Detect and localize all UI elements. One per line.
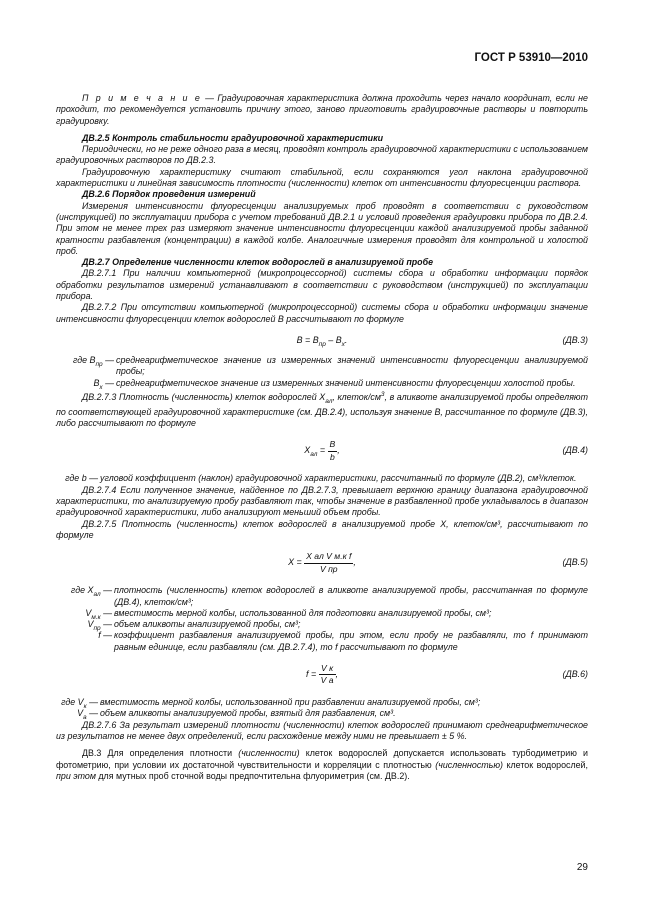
page-number: 29	[576, 862, 588, 873]
definition-item: f — коэффициент разбавления анализируемой пробы, при этом, если пробу не разбавляли, то f принимают равным единице, если разбавляли (см. ДВ.2.7.4), то f рассчитывают по формуле	[98, 630, 588, 652]
paragraph: ДВ.2.7.4 Если полученное значение, найденное по ДВ.2.7.3, превышает верхнюю границу диапазона градуировочной характеристики, то анализируемую пробу разбавляют так, чтобы значение в разбавленной пробе укладывалось в диапазон градуировочной характеристики, либо анализируют меньший объем пробы.	[56, 484, 588, 518]
formula-number: (ДВ.6)	[562, 669, 588, 680]
paragraph: ДВ.2.7.6 За результат измерений плотности (численности) клеток водорослей принимают среднеарифметическое из результатов не менее двух определений, если расхождение между ними не превышает ± 5 %.	[56, 719, 588, 741]
note-label: П р и м е ч а н и е	[82, 93, 202, 103]
paragraph: Периодически, но не реже одного раза в месяц, проводят контроль градуировочной характеристики с использованием градуировочных растворов по ДВ.2.3.	[56, 144, 588, 166]
formula-dv3	[56, 331, 588, 351]
definition-item: $B_х$ — среднеарифметическое значение из измеренных значений интенсивности флуоресценции холостой пробы.	[93, 377, 576, 391]
definition-item: $V_{пр}$ — объем аликвоты анализируемой пробы, см³;	[87, 619, 301, 632]
definition-item: где $X_{ал}$ — плотность (численность) клеток водорослей в аликвоте анализируемой пробы, рассчитанная по формуле (ДВ.4), клеток/см³;	[70, 585, 588, 607]
note-text: — Градуировочная характеристика должна проходить через начало координат, если не проходит, то рекомендуется установить причину этого, заново приготовить градуировочные растворы и повторить градуировку.	[56, 93, 588, 126]
paragraph: ДВ.2.7.3 Плотность (численность) клеток водорослей $X_{ал}$, клеток/$см^3$, в аликвоте анализируемой пробы определяют по соответствующей градуировочной характеристике (см. ДВ.2.4), используя значение В, рассчитанное по формуле (ДВ.3), либо рассчитывают по формуле	[56, 390, 588, 429]
standard-header: ГОСТ Р 53910—2010	[474, 52, 588, 64]
definition-item: $V_а$ — объем аликвоты анализируемой пробы, взятый для разбавления, см³.	[77, 708, 396, 722]
paragraph: Градуировочную характеристику считают стабильной, если сохраняются угол наклона градуировочной характеристики и линейная зависимость плотности (численности) клеток от интенсивности флуоресценции раствора.	[56, 166, 588, 189]
paragraph-dv3: ДВ.3 Для определения плотности (численности) клеток водорослей допускается использовать турбодиметрию и фотометрию, при условии их достаточной чувствительности и корреляции с плотностью (численностью) клеток водорослей, при этом для мутных проб сточной воды предпочтительна флуориметрия (см. ДВ.2).	[56, 748, 588, 781]
formula-expression: $B = B_{пр} - B_х$.	[296, 334, 348, 348]
formula-expression: f = $\frac{\text{V к}}{\text{V а}}$ ,	[306, 663, 338, 686]
definition-item: где b — угловой коэффициент (наклон) градуировочной характеристики, рассчитанный по формуле (ДВ.2), см³/клеток.	[65, 473, 577, 484]
formula-dv6	[56, 659, 588, 693]
formula-number: (ДВ.5)	[562, 557, 588, 568]
definition-item: где $B_{пр}$ — среднеарифметическое значение из измеренных значений интенсивности флуоресценции анализируемой пробы;	[72, 354, 588, 377]
formula-number: (ДВ.4)	[562, 445, 588, 456]
definition-item: где $V_к$ — вместимость мерной колбы, использованной при разбавлении анализируемой пробы, см³;	[61, 697, 481, 710]
paragraph: ДВ.2.7.1 При наличии компьютерной (микропроцессорной) системы сбора и обработки информации порядок обработки результатов измерений устанавливают в соответствии с руководством (инструкцией) по эксплуатации прибора.	[56, 268, 588, 302]
formula-dv5	[56, 547, 588, 581]
formula-number: (ДВ.3)	[562, 334, 588, 345]
page-content	[56, 93, 588, 782]
section-heading-dv25: ДВ.2.5 Контроль стабильности градуировочной характеристики	[82, 132, 384, 143]
note-paragraph	[56, 93, 588, 127]
section-heading-dv26: ДВ.2.6 Порядок проведения измерений	[82, 189, 256, 200]
paragraph: ДВ.2.7.5 Плотность (численность) клеток водорослей в анализируемой пробе Х, клеток/см³, рассчитывают по формуле	[56, 518, 588, 540]
formula-dv4	[56, 435, 588, 469]
section-heading-dv27: ДВ.2.7 Определение численности клеток водорослей в анализируемой пробе	[82, 257, 434, 268]
formula-expression: X = $\frac{\text{X ал V м.к f}}{\text{V пр}}$ ,	[288, 551, 356, 574]
definition-item: $V_{м.к}$ — вместимость мерной колбы, использованной для подготовки анализируемой пробы, см³;	[85, 607, 492, 621]
paragraph: Измерения интенсивности флуоресценции анализируемых проб проводят в соответствии с руководством (инструкцией) по эксплуатации прибора с учетом требований ДВ.2.1 и условий проведения градуировки прибора по ДВ.2.4. При этом не менее трех раз измеряют значение интенсивности флуоресценции каждой анализируемой пробы заданной кратности разбавления (концентрации) в каждой колбе. Аналогичные измерения проводят для контрольной и холостой проб.	[56, 200, 588, 256]
formula-expression: $X_{ал}$ = $\frac{B}{b}$ ,	[304, 439, 340, 462]
paragraph: ДВ.2.7.2 При отсутствии компьютерной (микропроцессорной) системы сбора и обработки информации значение интенсивности флуоресценции клеток водорослей В рассчитывают по формуле	[56, 302, 588, 324]
